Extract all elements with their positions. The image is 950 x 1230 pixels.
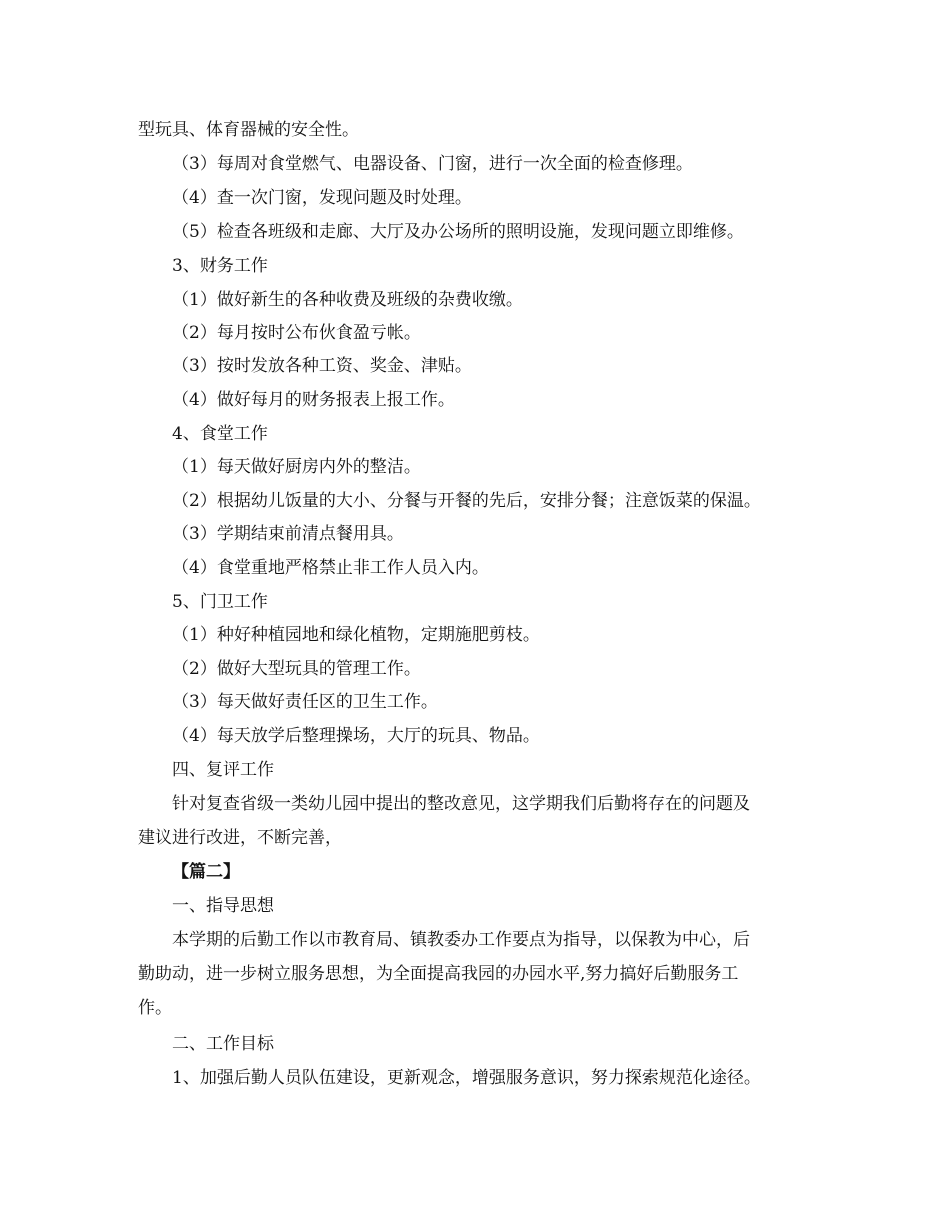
- text-line-continuation: 型玩具、体育器械的安全性。: [138, 120, 359, 140]
- list-item: （1）每天做好厨房内外的整洁。: [172, 457, 421, 477]
- list-item: （5）检查各班级和走廊、大厅及办公场所的照明设施，发现问题立即维修。: [172, 222, 744, 242]
- list-item: （1）做好新生的各种收费及班级的杂费收缴。: [172, 290, 523, 310]
- list-item: （4）每天放学后整理操场，大厅的玩具、物品。: [172, 726, 540, 746]
- section-heading: 四、复评工作: [172, 760, 274, 780]
- section-heading: 4、食堂工作: [172, 424, 268, 444]
- list-item: （4）查一次门窗，发现问题及时处理。: [172, 188, 472, 208]
- list-item: （3）按时发放各种工资、奖金、津贴。: [172, 356, 472, 376]
- list-item: （3）每周对食堂燃气、电器设备、门窗，进行一次全面的检查修理。: [172, 154, 693, 174]
- paragraph-line: 针对复查省级一类幼儿园中提出的整改意见，这学期我们后勤将存在的问题及: [172, 794, 750, 814]
- paragraph-line: 作。: [138, 998, 172, 1018]
- list-item: 1、加强后勤人员队伍建设，更新观念，增强服务意识，努力探索规范化途径。: [172, 1068, 761, 1088]
- list-item: （3）学期结束前清点餐用具。: [172, 524, 404, 544]
- list-item: （4）食堂重地严格禁止非工作人员入内。: [172, 558, 489, 578]
- section-heading: 一、指导思想: [172, 896, 274, 916]
- part-heading: 【篇二】: [172, 862, 240, 882]
- paragraph-line: 建议进行改进，不断完善，: [138, 828, 342, 848]
- section-heading: 3、财务工作: [172, 256, 268, 276]
- list-item: （3）每天做好责任区的卫生工作。: [172, 692, 438, 712]
- list-item: （2）每月按时公布伙食盈亏帐。: [172, 323, 421, 343]
- paragraph-line: 本学期的后勤工作以市教育局、镇教委办工作要点为指导，以保教为中心，后: [172, 930, 750, 950]
- section-heading: 二、工作目标: [172, 1034, 274, 1054]
- list-item: （2）根据幼儿饭量的大小、分餐与开餐的先后，安排分餐；注意饭菜的保温。: [172, 491, 761, 511]
- list-item: （2）做好大型玩具的管理工作。: [172, 659, 421, 679]
- list-item: （4）做好每月的财务报表上报工作。: [172, 390, 455, 410]
- paragraph-line: 勤助动，进一步树立服务思想，为全面提高我园的办园水平,努力搞好后勤服务工: [138, 964, 739, 984]
- section-heading: 5、门卫工作: [172, 592, 268, 612]
- list-item: （1）种好种植园地和绿化植物，定期施肥剪枝。: [172, 625, 540, 645]
